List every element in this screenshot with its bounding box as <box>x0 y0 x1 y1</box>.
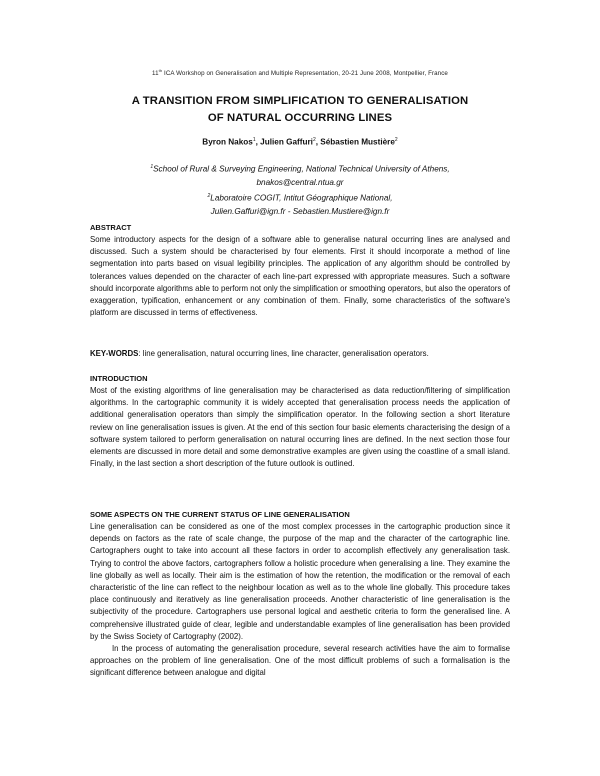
section-current-status-para-1: Line generalisation can be considered as one of the most complex processes in the cartographic production since it depends on factors as the rate of scale change, the purpose of the map and the character of the cartographic line. Cartographers ought to take into account all these factors in order to accomplish effectively any generalisation task. Trying to control the above factors, cartographers follow a holistic procedure when generalising a line. They examine the line globally as well as locally. Their aim is the estimation of how the retention, the modification or the removal of each characteristic of the line can reflect to the neighbour location as well as to the whole line globally. This procedure takes place continuously and iteratively as line generalisation proceeds. Another characteristic of line generalisation is the subjectivity of the procedure. Cartographers use personal logical and aesthetic criteria to form the generalised line. A comprehensive illustrated guide of clear, legible and understandable examples of line generalisation has been provided by the Swiss Society of Cartography (2002). <box>90 522 510 641</box>
keywords-paragraph <box>90 348 510 360</box>
abstract-text: Some introductory aspects for the design of a software able to generalise natural occurring lines are analysed and discussed. Such a system should be characterised by four elements. First it should incorporate a method of line segmentation into parts based on visual legibility principles. The application of any algorithm should be controlled by tolerances values depended on the character of each line-part expressed with appropriate measures. Such a software should incorporate algorithms able to perform not only the simplification or smoothing operators, but also the operators of exaggeration, typification, enhancement or any combination of them. Finally, some characteristics of the software's platform are discussed in terms of effectiveness. <box>90 235 510 318</box>
affiliation-2-sup: 2 <box>207 192 211 199</box>
affiliation-1-sup: 1 <box>150 164 154 170</box>
introduction-section <box>90 373 510 470</box>
edition-number: 11 <box>152 70 159 78</box>
author-1: Byron Nakos <box>202 137 253 147</box>
keywords-section <box>90 348 510 360</box>
introduction-text: Most of the existing algorithms of line generalisation may be characterised as data reduction/filtering of simplification algorithms. In the cartographic community it is widely accepted that generalisation process needs the application of additional generalisation operators than simply the simplification operator. In the following section a short literature review on line generalisation issues is given. At the end of this section four basic elements characterising the design of a software system tailored to perform generalisation on natural occurring lines are defined. In the next section those four elements are discussed in more detail and some demonstrative examples are given using the coastline of a small island. Finally, in the last section a short description of the future outlook is outlined. <box>90 386 510 469</box>
affiliation-2-name: Laboratoire COGIT, Intitut Géographique National, <box>210 193 393 203</box>
keywords-label: KEY-WORDS <box>90 349 139 358</box>
paper-title <box>0 93 600 126</box>
author-2: Julien Gaffuri <box>260 137 313 147</box>
section-current-status-para-2: In the process of automating the generalisation procedure, several research activities have the aim to formalise approaches on the problem of line generalisation. One of the most difficult problems of such a formalisation is the significant difference between analogue and digital <box>90 644 510 678</box>
affiliation-1-email: bnakos@central.ntua.gr <box>256 178 344 188</box>
author-2-sup: 2 <box>312 137 316 143</box>
section-current-status-heading: SOME ASPECTS ON THE CURRENT STATUS OF LINE GENERALISATION <box>90 510 350 519</box>
affiliation-2-line <box>0 190 600 205</box>
author-1-sup: 1 <box>252 137 256 143</box>
keywords-text: : line generalisation, natural occurring lines, line character, generalisation operators. <box>138 349 429 358</box>
affiliation-2-email: Julien.Gaffuri@ign.fr - Sebastien.Mustiere@ign.fr <box>210 206 390 216</box>
title-line-1: A TRANSITION FROM SIMPLIFICATION TO GENERALISATION <box>131 95 469 107</box>
author-sep-1: , <box>255 137 261 147</box>
running-header <box>0 68 600 77</box>
title-line-2: OF NATURAL OCCURRING LINES <box>207 111 393 124</box>
affiliations <box>0 161 600 218</box>
section-current-status <box>90 509 510 680</box>
author-list <box>0 137 600 147</box>
affiliation-1-name: School of Rural & Surveying Engineering, National Technical University of Athens, <box>153 164 450 174</box>
edition-suffix: th <box>158 68 163 73</box>
author-3-sup: 2 <box>394 137 398 143</box>
event-text: ICA Workshop on Generalisation and Multiple Representation, 20-21 June 2008, Montpellier, France <box>162 70 448 78</box>
abstract-heading: ABSTRACT <box>90 223 132 232</box>
affiliation-1-line <box>0 161 600 176</box>
introduction-heading: INTRODUCTION <box>90 374 148 383</box>
author-3: Sébastien Mustière <box>320 137 395 147</box>
author-sep-2: , <box>315 137 321 147</box>
abstract-section <box>90 222 510 319</box>
